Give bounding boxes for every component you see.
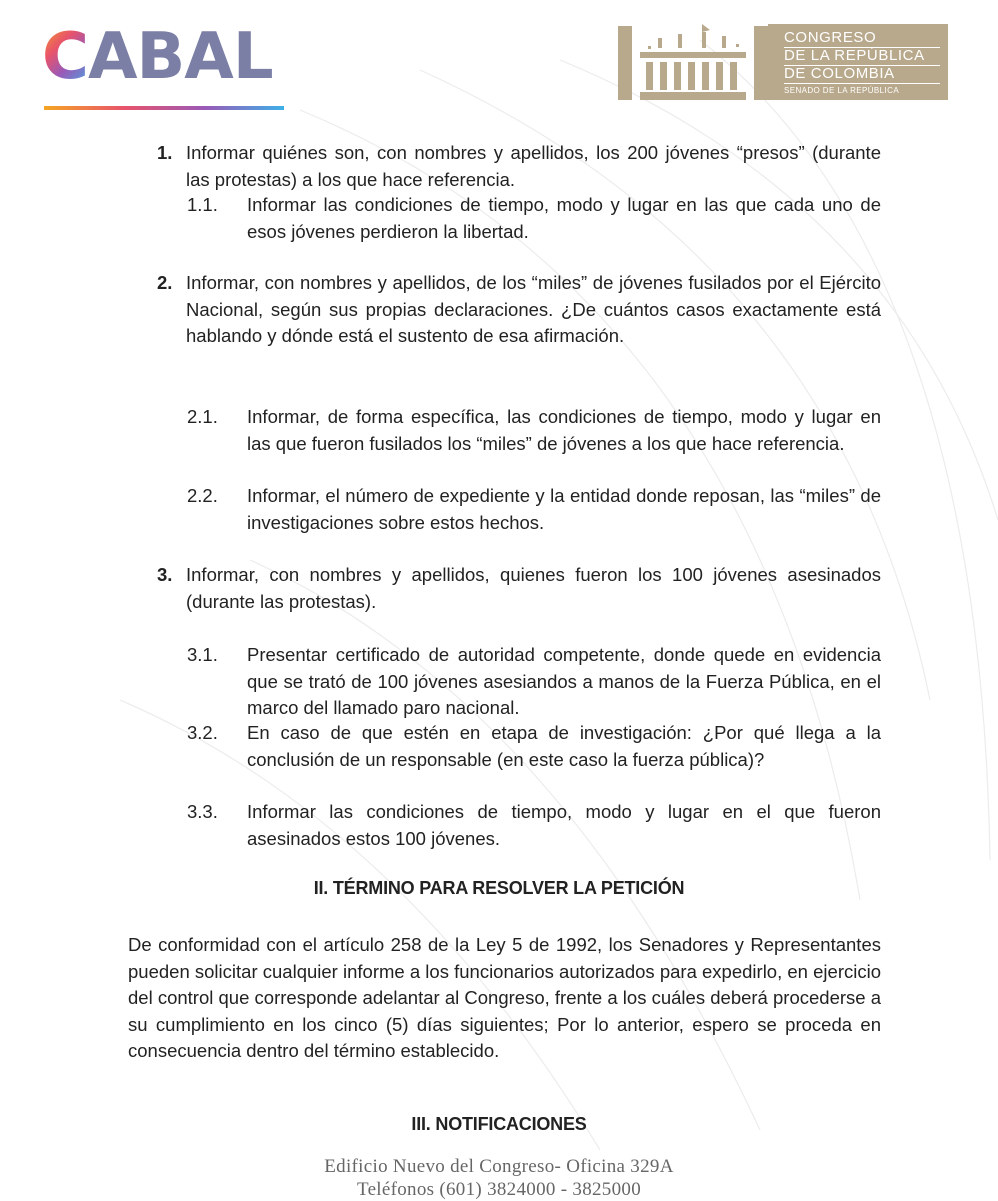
congreso-line-2: DE LA REPÚBLICA bbox=[784, 47, 925, 64]
section-2-heading: II. TÉRMINO PARA RESOLVER LA PETICIÓN bbox=[313, 878, 685, 898]
list-item-3-2-text: En caso de que estén en etapa de investigación: ¿Por qué llega a la conclusión de un responsable (en este caso la fuerza pública)? bbox=[247, 722, 881, 770]
congreso-text-box bbox=[768, 24, 948, 100]
list-item-3-1-text: Presentar certificado de autoridad competente, donde quede en evidencia que se trató de 100 jóvenes asesiandos a manos de la Fuerza Pública, en el marco del llamado paro nacional. bbox=[247, 644, 881, 718]
section-2-paragraph: De conformidad con el artículo 258 de la Ley 5 de 1992, los Senadores y Representantes pueden solicitar cualquier informe a los funcionarios autorizados para expedirlo, en ejercicio del control que corresponde adelantar al Congreso, frente a los cuáles deberá procederse a su cumplimiento en los cinco (5) días siguientes; Por lo anterior, espero se proceda en consecuencia dentro del término establecido. bbox=[128, 934, 881, 1061]
list-item-1-text: Informar quiénes son, con nombres y apellidos, los 200 jóvenes “presos” (durante las protestas) a los que hace referencia. bbox=[186, 142, 881, 190]
list-item-2-1-text: Informar, de forma específica, las condiciones de tiempo, modo y lugar en las que fueron fusilados los “miles” de jóvenes a los que hace referencia. bbox=[247, 406, 881, 454]
list-item-3-text: Informar, con nombres y apellidos, quienes fueron los 100 jóvenes asesinados (durante las protestas). bbox=[186, 564, 881, 612]
list-item-1-1-text: Informar las condiciones de tiempo, modo y lugar en las que cada uno de esos jóvenes perdieron la libertad. bbox=[247, 194, 881, 242]
list-item-2-2-text: Informar, el número de expediente y la entidad donde reposan, las “miles” de investigaciones sobre estos hechos. bbox=[247, 485, 881, 533]
list-item-2-1-number: 2.1. bbox=[187, 406, 218, 427]
congreso-line-4: SENADO DE LA REPÚBLICA bbox=[784, 86, 900, 95]
congreso-logo bbox=[618, 22, 948, 100]
cabal-logo-stripe bbox=[44, 106, 284, 110]
list-item-1-number: 1. bbox=[157, 142, 173, 163]
congreso-line-3: DE COLOMBIA bbox=[784, 65, 895, 82]
list-item-3-3-number: 3.3. bbox=[187, 801, 218, 822]
footer-phones: Teléfonos (601) 3824000 - 3825000 bbox=[356, 1179, 642, 1200]
section-3-heading: III. NOTIFICACIONES bbox=[411, 1114, 587, 1134]
cabal-logo-text: CABAL bbox=[42, 20, 273, 94]
cabal-logo bbox=[42, 22, 287, 92]
congreso-line-1: CONGRESO bbox=[784, 29, 877, 46]
list-item-2-number: 2. bbox=[157, 272, 173, 293]
list-item-2-2-number: 2.2. bbox=[187, 485, 218, 506]
capitol-building-icon bbox=[618, 22, 768, 100]
footer-address: Edificio Nuevo del Congreso- Oficina 329A bbox=[324, 1156, 674, 1177]
list-item-3-1-number: 3.1. bbox=[187, 644, 218, 665]
list-item-2-text: Informar, con nombres y apellidos, de los “miles” de jóvenes fusilados por el Ejército Nacional, según sus propias declaraciones. ¿De cuántos casos exactamente está hablando y dónde está el sustento de esa afirmación. bbox=[186, 272, 881, 346]
list-item-1-1-number: 1.1. bbox=[187, 194, 218, 215]
list-item-3-2-number: 3.2. bbox=[187, 722, 218, 743]
list-item-3-number: 3. bbox=[157, 564, 173, 585]
congreso-rule-3 bbox=[784, 83, 940, 84]
list-item-3-3-text: Informar las condiciones de tiempo, modo y lugar en el que fueron asesinados estos 100 jóvenes. bbox=[247, 801, 881, 849]
